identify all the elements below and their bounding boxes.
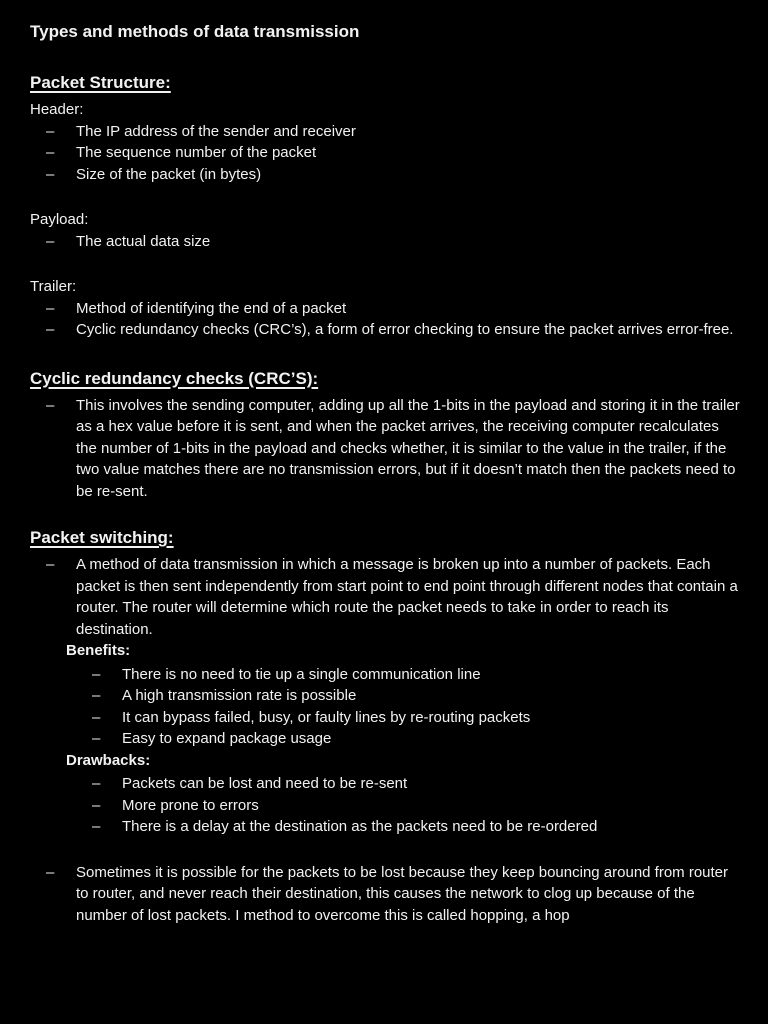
list-item	[30, 707, 740, 729]
list-item-text: The IP address of the sender and receiver	[76, 122, 356, 140]
payload-list	[30, 231, 740, 253]
list-item-text: Method of identifying the end of a packet	[76, 299, 347, 317]
document-title: Types and methods of data transmission	[30, 22, 360, 41]
list-item-text: More prone to errors	[122, 796, 259, 814]
header-label: Header:	[30, 101, 84, 118]
list-item-text: The sequence number of the packet	[76, 144, 317, 161]
dash-bullet-icon: –	[92, 687, 101, 704]
list-item-text: Cyclic redundancy checks (CRC’s), a form of error checking to ensure the packet arrives error-free.	[76, 321, 734, 338]
list-item	[30, 816, 740, 838]
dash-bullet-icon: –	[46, 863, 55, 881]
list-item	[30, 554, 740, 640]
section-heading-packet-switching: Packet switching:	[30, 528, 174, 547]
list-item	[30, 142, 740, 164]
payload-label: Payload:	[30, 211, 89, 228]
list-item	[30, 395, 740, 503]
header-list	[30, 121, 740, 186]
list-item	[30, 664, 740, 686]
dash-bullet-icon: –	[46, 396, 55, 414]
list-item-text: Packets can be lost and need to be re-sent	[122, 775, 408, 792]
list-item-text: This involves the sending computer, adding up all the 1-bits in the payload and storing it in the trailer as a hex value before it is sent, and when the packet arrives, the receiving computer recalculates the number of 1-bits in the payload and checks whether, it is similar to the value in the trailer, if the two value matches there are no transmission errors, but if it doesn’t match then the packets need to be re-sent.	[76, 396, 740, 500]
list-item	[30, 773, 740, 795]
packet-switching-intro-list	[30, 554, 740, 640]
dash-bullet-icon: –	[92, 708, 101, 726]
section-heading-crc: Cyclic redundancy checks (CRC’S):	[30, 368, 319, 388]
section-heading-packet-structure: Packet Structure:	[30, 73, 171, 92]
dash-bullet-icon: –	[92, 665, 101, 683]
list-item	[30, 164, 740, 186]
dash-bullet-icon: –	[46, 299, 55, 317]
list-item-text: Sometimes it is possible for the packets to be lost because they keep bouncing around from router to router, and never reach their destination, this causes the network to clog up because of the number of lost packets. I method to overcome this is called hopping, a hop	[76, 863, 729, 924]
benefits-list	[30, 664, 740, 750]
dash-bullet-icon: –	[46, 556, 55, 573]
list-item	[30, 728, 740, 750]
list-item	[30, 862, 740, 927]
dash-bullet-icon: –	[92, 818, 101, 835]
list-item-text: The actual data size	[76, 232, 211, 250]
list-item	[30, 319, 740, 341]
dash-bullet-icon: –	[46, 232, 55, 250]
drawbacks-label: Drawbacks:	[66, 751, 151, 769]
benefits-label: Benefits:	[66, 642, 131, 659]
list-item-text: A high transmission rate is possible	[122, 687, 357, 704]
drawbacks-list	[30, 773, 740, 838]
list-item	[30, 121, 740, 143]
trailer-label: Trailer:	[30, 278, 77, 295]
dash-bullet-icon: –	[92, 730, 101, 747]
list-item	[30, 231, 740, 253]
dash-bullet-icon: –	[46, 122, 55, 140]
trailer-list	[30, 298, 740, 341]
dash-bullet-icon: –	[46, 321, 55, 338]
list-item-text: There is no need to tie up a single communication line	[122, 665, 481, 683]
list-item-text: A method of data transmission in which a message is broken up into a number of packets. Each packet is then sent independently from start point to end point through different nodes that contain a router. The router will determine which route the packet needs to take in order to reach its destination.	[76, 556, 738, 638]
dash-bullet-icon: –	[92, 796, 101, 814]
packet-switching-closing-list	[30, 862, 740, 927]
list-item	[30, 685, 740, 707]
crc-list	[30, 395, 740, 503]
list-item	[30, 298, 740, 320]
dash-bullet-icon: –	[92, 775, 101, 792]
list-item-text: There is a delay at the destination as the packets need to be re-ordered	[122, 818, 598, 835]
list-item-text: It can bypass failed, busy, or faulty lines by re-routing packets	[122, 708, 531, 726]
list-item	[30, 795, 740, 817]
list-item-text: Easy to expand package usage	[122, 730, 332, 747]
dash-bullet-icon: –	[46, 165, 55, 183]
list-item-text: Size of the packet (in bytes)	[76, 165, 262, 183]
dash-bullet-icon: –	[46, 144, 55, 161]
